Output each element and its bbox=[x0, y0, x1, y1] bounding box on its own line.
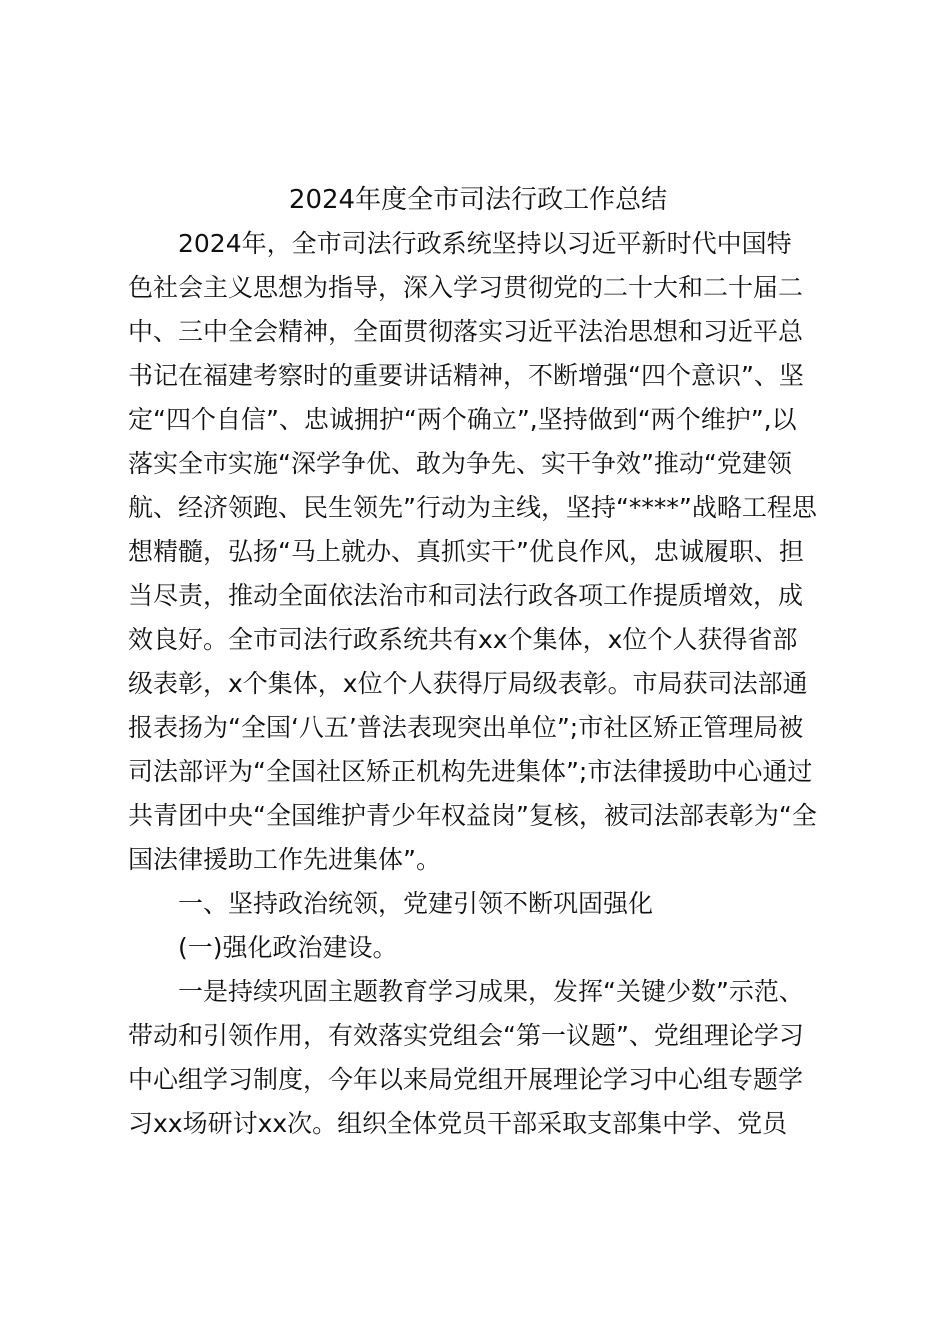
paragraph-line: 色社会主义思想为指导，深入学习贯彻党的二十大和二十届二 bbox=[128, 273, 804, 302]
paragraph-line: 一是持续巩固主题教育学习成果，发挥“关键少数”示范、 bbox=[178, 977, 804, 1006]
section-heading: 一、坚持政治统领，党建引领不断巩固强化 bbox=[178, 889, 654, 918]
document-content bbox=[128, 178, 828, 1146]
paragraph-line: 效良好。全市司法行政系统共有xx个集体，x位个人获得省部 bbox=[128, 625, 798, 654]
paragraph-line: 司法部评为“全国社区矫正机构先进集体”;市法律援助中心通过 bbox=[128, 757, 813, 786]
paragraph-line: 想精髓，弘扬“马上就办、真抓实干”优良作风，忠诚履职、担 bbox=[128, 537, 804, 566]
paragraph-line: 当尽责，推动全面依法治市和司法行政各项工作提质增效，成 bbox=[128, 581, 804, 610]
paragraph-line: 中、三中全会精神，全面贯彻落实习近平法治思想和习近平总 bbox=[128, 317, 804, 346]
paragraph-line: 报表扬为“全国‘八五’普法表现突出单位”;市社区矫正管理局被 bbox=[128, 713, 804, 742]
paragraph-line: 中心组学习制度，今年以来局党组开展理论学习中心组专题学 bbox=[128, 1065, 804, 1094]
paragraph-line: 共青团中央“全国维护青少年权益岗”复核，被司法部表彰为“全 bbox=[128, 801, 817, 830]
paragraph-line: 级表彰，x个集体，x位个人获得厅局级表彰。市局获司法部通 bbox=[128, 669, 808, 698]
paragraph-line: 2024年，全市司法行政系统坚持以习近平新时代中国特 bbox=[178, 229, 792, 258]
paragraph-line: 定“四个自信”、忠诚拥护“两个确立”,坚持做到“两个维护”,以 bbox=[128, 405, 797, 434]
document-body bbox=[128, 222, 828, 1146]
subsection-heading: (一)强化政治建设。 bbox=[178, 933, 398, 962]
paragraph-line: 习xx场研讨xx次。组织全体党员干部采取支部集中学、党员 bbox=[128, 1109, 788, 1138]
paragraph-line: 航、经济领跑、民生领先”行动为主线，坚持“****”战略工程思 bbox=[128, 493, 817, 522]
paragraph-line: 带动和引领作用，有效落实党组会“第一议题”、党组理论学习 bbox=[128, 1021, 804, 1050]
paragraph-line: 国法律援助工作先进集体”。 bbox=[128, 845, 441, 874]
document-title: 2024年度全市司法行政工作总结 bbox=[288, 185, 668, 215]
paragraph-line: 落实全市实施“深学争优、敢为争先、实干争效”推动“党建领 bbox=[128, 449, 792, 478]
paragraph-line: 书记在福建考察时的重要讲话精神，不断增强“四个意识”、坚 bbox=[128, 361, 804, 390]
